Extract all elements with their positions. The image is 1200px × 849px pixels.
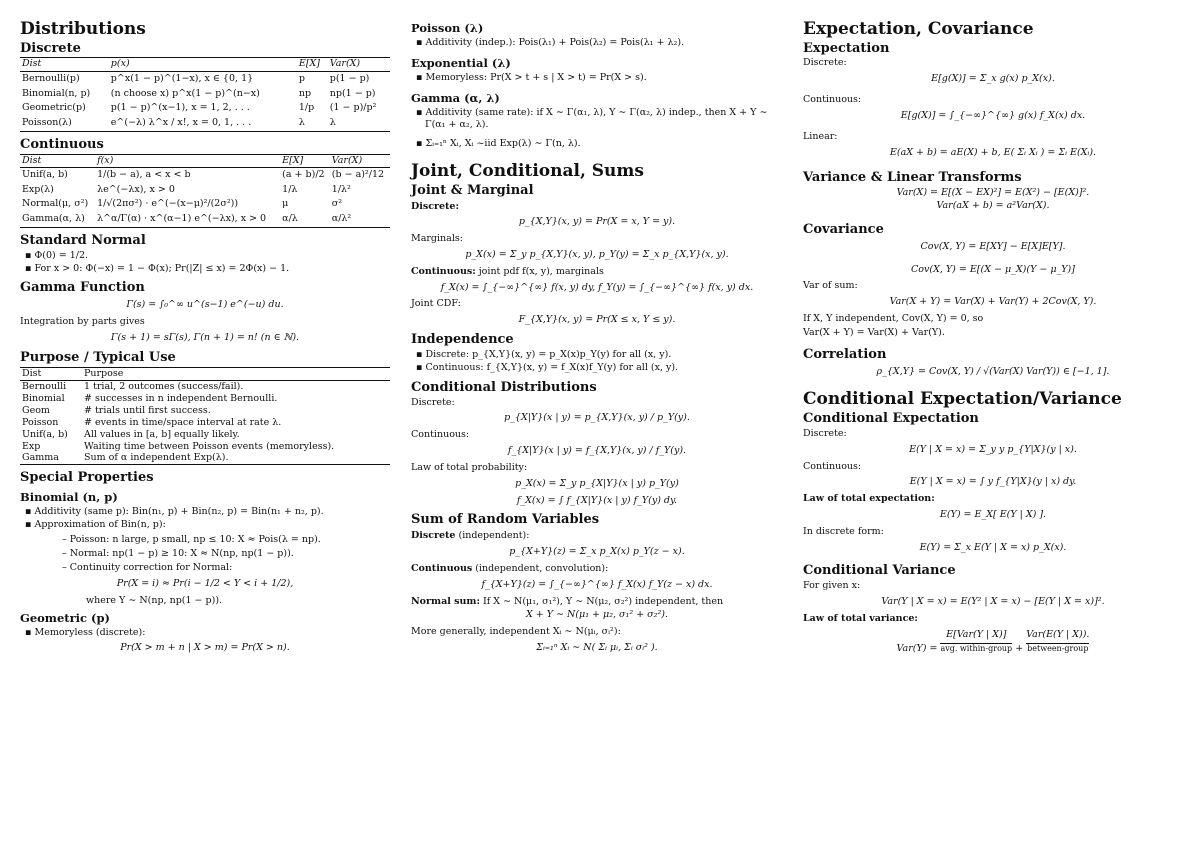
col-ex: E[X] [297, 58, 328, 71]
table-row: Bernoulli 1 trial, 2 outcomes (success/fail). [22, 381, 244, 393]
expectation-heading: Expectation [803, 40, 890, 56]
conditional-expectation-heading: Conditional Expectation [803, 411, 979, 427]
table-row: Poisson(λ) e^(−λ) λ^x / x!, x = 0, 1, . . . λ λ [20, 116, 390, 131]
col-ex: E[X] [280, 154, 330, 167]
gamma-text: Integration by parts gives [20, 316, 145, 328]
var-sum-equation: Var(X + Y) = Var(X) + Var(Y) + 2Cov(X, Y). [889, 296, 1097, 308]
correlation-equation: ρ_{X,Y} = Cov(X, Y) / √(Var(X) Var(Y)) ∈ [−1, 1]. [876, 365, 1110, 377]
list-item: ▪ Memoryless: Pr(X > t + s | X > t) = Pr(X > s). [425, 72, 783, 84]
table-row: Normal(μ, σ²) 1/√(2πσ²) · e^(−(x−μ)²/(2σ²)) μ σ² [22, 198, 343, 210]
covariance-equation: Cov(X, Y) = E[XY] − E[X]E[Y]. [920, 240, 1066, 252]
list-item: ▪ Continuous: f_{X,Y}(x, y) = f_X(x)f_Y(y) for all (x, y). [425, 362, 783, 374]
continuous-label: Continuous: [803, 94, 862, 106]
column-1 [20, 14, 390, 659]
normal-sum-equation: X + Y ∼ N(μ₁ + μ₂, σ₁² + σ₂²). [526, 609, 668, 621]
sum-discrete-equation: p_{X+Y}(z) = Σ_x p_X(x) p_Y(z − x). [509, 546, 685, 558]
ce-discrete-equation: E(Y | X = x) = Σ_y y p_{Y|X}(y | x). [909, 443, 1077, 455]
marginals-label: Marginals: [411, 233, 463, 245]
ce-continuous-label: Continuous: [803, 460, 862, 472]
col-px: p(x) [109, 58, 297, 71]
distributions-heading: Distributions [20, 19, 146, 39]
col-dist: Dist [20, 367, 82, 380]
continuous-expectation-equation: E[g(X)] = ∫_{−∞}^{∞} g(x) f_X(x) dx. [900, 109, 1086, 121]
table-row: Geom # trials until first success. [22, 404, 211, 416]
independence-text: If X, Y independent, Cov(X, Y) = 0, so [803, 313, 984, 325]
table-row: Bernoulli(p) p^x(1 − p)^(1−x), x ∈ {0, 1} p p(1 − p) [22, 72, 370, 84]
col-dist: Dist [20, 154, 95, 167]
conditional-variance-heading: Conditional Variance [803, 563, 956, 579]
linear-equation: E(aX + b) = aE(X) + b, E( Σᵢ Xᵢ ) = Σᵢ E(Xᵢ). [889, 146, 1097, 158]
table-row: Geometric(p) p(1 − p)^(x−1), x = 1, 2, . . . 1/p (1 − p)/p² [22, 102, 377, 114]
sum-continuous-label: Continuous (independent, convolution): [411, 562, 609, 574]
linear-label: Linear: [803, 130, 838, 142]
joint-heading: Joint, Conditional, Sums [411, 161, 644, 182]
total-expectation-equation: E(Y) = E_X[ E(Y | X) ]. [939, 509, 1047, 521]
table-row: Gamma(α, λ) λ^α/Γ(α) · x^(α−1) e^(−λx), x > 0 α/λ α/λ² [20, 212, 390, 227]
list-item: ▪ Discrete: p_{X,Y}(x, y) = p_X(x)p_Y(y) for all (x, y). [425, 349, 783, 361]
normal-sum-label: Normal sum: If X ∼ N(μ₁, σ₁²), Y ∼ N(μ₂, σ₂²) independent, then [411, 595, 724, 607]
binomial-heading: Binomial (n, p) [20, 490, 118, 505]
sum-continuous-equation: f_{X+Y}(z) = ∫_{−∞}^{∞} f_X(x) f_Y(z − x) dx. [481, 578, 713, 590]
poisson-heading: Poisson (λ) [411, 21, 484, 35]
col-dist: Dist [20, 58, 109, 71]
purpose-heading: Purpose / Typical Use [20, 349, 176, 365]
joint-cdf-label: Joint CDF: [411, 298, 461, 310]
sub-item: – Normal: np(1 − p) ≥ 10: X ≈ N(np, np(1 − p)). [74, 548, 390, 560]
table-row: Binomial # successes in n independent Bernoulli. [22, 393, 278, 405]
sub-item: – Continuity correction for Normal: [74, 562, 390, 574]
within-group-label: avg. within-group [940, 643, 1013, 653]
col-var: Var(X) [328, 58, 390, 71]
variance-heading: Variance & Linear Transforms [803, 170, 1022, 186]
discrete-table [20, 57, 390, 131]
continuous-heading: Continuous [20, 136, 104, 152]
list-item: ▪ Additivity (same p): Bin(n₁, p) + Bin(n₂, p) = Bin(n₁ + n₂, p). [34, 506, 390, 518]
within-group-term: E[Var(Y | X)] avg. within-group [940, 628, 1013, 653]
correlation-heading: Correlation [803, 346, 887, 362]
general-label: More generally, independent Xᵢ ∼ N(μᵢ, σᵢ²): [411, 626, 621, 638]
discrete-expectation-equation: E[g(X)] = Σ_x g(x) p_X(x). [931, 73, 1055, 85]
between-group-term: Var(E(Y | X)). between-group [1026, 628, 1090, 653]
independence-heading: Independence [411, 332, 514, 348]
continuity-equation: Pr(X = i) ≈ Pr(i − 1/2 < Y < i + 1/2), [116, 577, 294, 589]
total-variance-label: Law of total variance: [803, 613, 918, 625]
list-item: ▪ Approximation of Bin(n, p): [34, 519, 390, 531]
conditional-heading: Conditional Distributions [411, 379, 597, 395]
cond-discrete-label: Discrete: [411, 396, 455, 408]
variance-linear-equation: Var(aX + b) = a²Var(X). [936, 200, 1050, 212]
cond-discrete-equation: p_{X|Y}(x | y) = p_{X,Y}(x, y) / p_Y(y). [504, 412, 690, 424]
discrete-label: Discrete: [803, 57, 847, 69]
memoryless-equation: Pr(X > m + n | X > m) = Pr(X > n). [120, 642, 290, 654]
conditional-exp-var-heading: Conditional Expectation/Variance [803, 389, 1122, 410]
col-var: Var(X) [330, 154, 390, 167]
gamma-recurrence: Γ(s + 1) = sΓ(s), Γ(n + 1) = n! (n ∈ ℕ). [110, 332, 300, 344]
table-row: Exp(λ) λe^(−λx), x > 0 1/λ 1/λ² [22, 183, 351, 195]
geometric-heading: Geometric (p) [20, 611, 110, 626]
covariance-equation-2: Cov(X, Y) = E[(X − μ_X)(Y − μ_Y)] [911, 263, 1075, 275]
continuous-marginals-equation: f_X(x) = ∫_{−∞}^{∞} f(x, y) dy, f_Y(y) = ∫_{−∞}^{∞} f(x, y) dx. [440, 281, 754, 293]
expectation-covariance-heading: Expectation, Covariance [803, 19, 1034, 39]
list-item: ▪ Σᵢ₌₁ⁿ Xᵢ, Xᵢ ~iid Exp(λ) ∼ Γ(n, λ). [425, 138, 783, 150]
list-item: ▪ Additivity (same rate): if X ∼ Γ(α₁, λ), Y ∼ Γ(α₂, λ) indep., then X + Y ∼ Γ(α₁ + α₂, λ). [425, 107, 783, 132]
sub-item: – Poisson: n large, p small, np ≤ 10: X ≈ Pois(λ = np). [74, 534, 390, 546]
table-row: Exp Waiting time between Poisson events (memoryless). [22, 440, 335, 452]
marginals-equation: p_X(x) = Σ_y p_{X,Y}(x, y), p_Y(y) = Σ_x p_{X,Y}(x, y). [465, 249, 729, 261]
standard-normal-heading: Standard Normal [20, 232, 146, 248]
conditional-variance-equation: Var(Y | X = x) = E(Y² | X = x) − [E(Y | X = x)]². [881, 596, 1105, 608]
column-2 [411, 14, 783, 659]
var-sum-label: Var of sum: [803, 280, 858, 292]
sum-discrete-label: Discrete (independent): [411, 530, 530, 542]
sum-heading: Sum of Random Variables [411, 512, 600, 528]
column-3 [803, 14, 1183, 659]
plus-sign: + [1015, 642, 1024, 654]
cond-continuous-equation: f_{X|Y}(x | y) = f_{X,Y}(x, y) / f_Y(y). [507, 445, 687, 457]
purpose-table [20, 367, 390, 465]
total-expectation-label: Law of total expectation: [803, 493, 935, 505]
continuity-where: where Y ∼ N(np, np(1 − p)). [86, 594, 223, 606]
col-fx: f(x) [95, 154, 280, 167]
continuous-table [20, 154, 390, 228]
total-probability-equation-2: f_X(x) = ∫ f_{X|Y}(x | y) f_Y(y) dy. [516, 494, 678, 506]
list-item: ▪ Φ(0) = 1/2. [34, 250, 390, 262]
total-variance-lhs: Var(Y) = [896, 642, 938, 654]
given-label: For given x: [803, 580, 861, 592]
gamma-heading: Gamma (α, λ) [411, 91, 500, 106]
joint-cdf-equation: F_{X,Y}(x, y) = Pr(X ≤ x, Y ≤ y). [518, 314, 676, 326]
table-row: Unif(a, b) 1/(b − a), a < x < b (a + b)/2 (b − a)²/12 [22, 168, 385, 180]
total-probability-equation: p_X(x) = Σ_y p_{X|Y}(x | y) p_Y(y) [515, 477, 679, 489]
gamma-function-heading: Gamma Function [20, 280, 145, 296]
table-row: Unif(a, b) All values in [a, b] equally likely. [22, 428, 240, 440]
ce-discrete-label: Discrete: [803, 427, 847, 439]
special-properties-heading: Special Properties [20, 470, 154, 486]
table-row: Gamma Sum of α independent Exp(λ). [20, 452, 390, 464]
table-row: Binomial(n, p) (n choose x) p^x(1 − p)^(n−x) np np(1 − p) [22, 87, 376, 99]
list-item: ▪ Additivity (indep.): Pois(λ₁) + Pois(λ₂) = Pois(λ₁ + λ₂). [425, 37, 783, 49]
cond-continuous-label: Continuous: [411, 429, 470, 441]
col-purpose: Purpose [82, 367, 390, 380]
discrete-form-label: In discrete form: [803, 525, 884, 537]
total-probability-label: Law of total probability: [411, 461, 528, 473]
between-group-label: between-group [1027, 643, 1089, 653]
variance-equation: Var(X) = E[(X − EX)²] = E(X²) − [E(X)]². [896, 187, 1090, 199]
joint-marginal-heading: Joint & Marginal [411, 182, 534, 198]
ce-continuous-equation: E(Y | X = x) = ∫ y f_{Y|X}(y | x) dy. [909, 476, 1077, 488]
table-row: Poisson # events in time/space interval at rate λ. [22, 416, 282, 428]
list-item: ▪ Memoryless (discrete): [34, 627, 390, 639]
continuous-label: Continuous: joint pdf f(x, y), marginals [411, 265, 604, 277]
discrete-heading: Discrete [20, 40, 81, 56]
discrete-form-equation: E(Y) = Σ_x E(Y | X = x) p_X(x). [919, 541, 1067, 553]
total-variance-equation [803, 629, 1183, 656]
general-equation: Σᵢ₌₁ⁿ Xᵢ ∼ N( Σᵢ μᵢ, Σᵢ σᵢ² ). [536, 641, 658, 653]
joint-pmf-equation: p_{X,Y}(x, y) = Pr(X = x, Y = y). [518, 216, 676, 228]
covariance-heading: Covariance [803, 221, 884, 237]
discrete-label: Discrete: [411, 200, 459, 212]
gamma-definition: Γ(s) = ∫₀^∞ u^(s−1) e^(−u) du. [126, 299, 284, 311]
list-item: ▪ For x > 0: Φ(−x) = 1 − Φ(x); Pr(|Z| ≤ x) = 2Φ(x) − 1. [34, 263, 390, 275]
exponential-heading: Exponential (λ) [411, 56, 511, 71]
independence-text-2: Var(X + Y) = Var(X) + Var(Y). [803, 326, 945, 338]
